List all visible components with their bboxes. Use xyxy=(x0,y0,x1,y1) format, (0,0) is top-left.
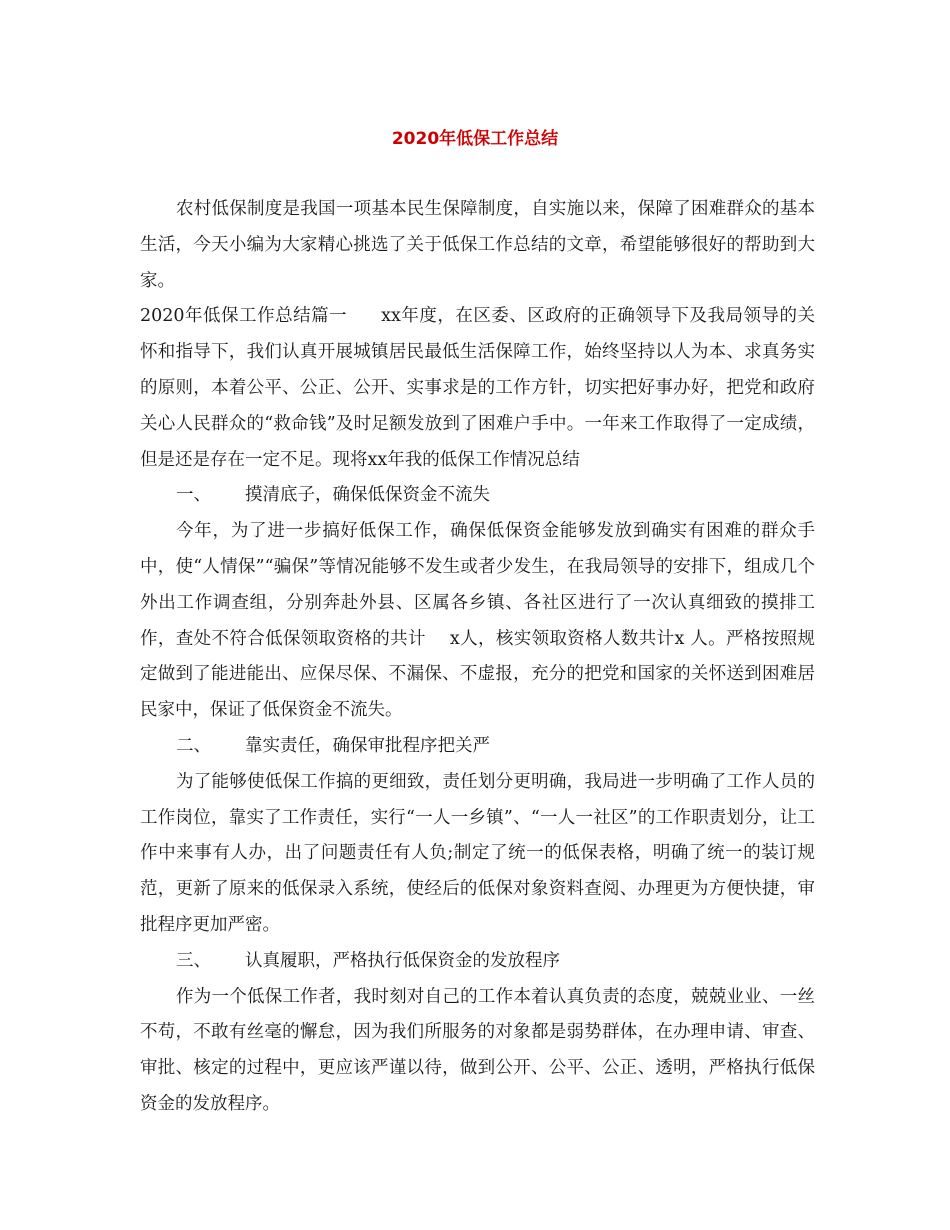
section-number: 二、 xyxy=(176,735,211,756)
article-heading: 2020年低保工作总结篇一 xyxy=(140,306,348,327)
section-body-2: 为了能够使低保工作搞的更细致，责任划分更明确，我局进一步明确了工作人员的工作岗位，靠实了工作责任，实行“一人一乡镇”、“一人一社区”的工作职责划分，让工作中来事有人办，出了问题责任有人负;制定了统一的低保表格，明确了统一的装订规范，更新了原来的低保录入系统，使经后的低保对象资料查阅、办理更为方便快捷，审批程序更加严密。 xyxy=(140,771,815,935)
section-heading-text: 靠实责任，确保审批程序把关严 xyxy=(245,735,490,756)
document-body xyxy=(140,192,815,1123)
section-body-3: 作为一个低保工作者，我时刻对自己的工作本着认真负责的态度，兢兢业业、一丝不苟，不敢有丝毫的懈怠，因为我们所服务的对象都是弱势群体，在办理申请、审查、审批、核定的过程中，更应该严谨以待，做到公开、公平、公正、透明，严格执行低保资金的发放程序。 xyxy=(140,986,815,1114)
section-body-text: x人，核实领取资格人数共计x 人。严格按照规定做到了能进能出、应保尽保、不漏保、不虚报，充分的把党和国家的关怀送到困难居民家中，保证了低保资金不流失。 xyxy=(140,628,816,721)
section-heading-text: 摸清底子，确保低保资金不流失 xyxy=(245,485,490,506)
document-title: 2020年低保工作总结 xyxy=(391,129,559,149)
section-heading-1 xyxy=(140,478,815,514)
article-opening-paragraph xyxy=(140,299,815,478)
article-opening-text: xx年度，在区委、区政府的正确领导下及我局领导的关怀和指导下，我们认真开展城镇居民最低生活保障工作，始终坚持以人为本、求真务实的原则，本着公平、公正、公开、实事求是的工作方针，切实把好事办好，把党和政府关心人民群众的“救命钱”及时足额发放到了困难户手中。一年来工作取得了一定成绩，但是还是存在一定不足。现将xx年我的低保工作情况总结 xyxy=(140,306,815,470)
section-heading-2 xyxy=(140,729,815,765)
section-number: 一、 xyxy=(176,485,211,506)
section-body-1 xyxy=(140,514,815,729)
section-body-text: 今年，为了进一步搞好低保工作，确保低保资金能够发放到确实有困难的群众手中，使“人情保”“骗保”等情况能够不发生或者少发生，在我局领导的安排下，组成几个外出工作调查组，分别奔赴外县、区属各乡镇、各社区进行了一次认真细致的摸排工作，查处不符合低保领取资格的共计 xyxy=(140,521,815,649)
section-heading-text: 认真履职，严格执行低保资金的发放程序 xyxy=(245,950,560,971)
section-heading-3 xyxy=(140,944,815,980)
intro-paragraph: 农村低保制度是我国一项基本民生保障制度，自实施以来，保障了困难群众的基本生活，今天小编为大家精心挑选了关于低保工作总结的文章，希望能够很好的帮助到大家。 xyxy=(140,199,815,291)
section-number: 三、 xyxy=(176,950,211,971)
